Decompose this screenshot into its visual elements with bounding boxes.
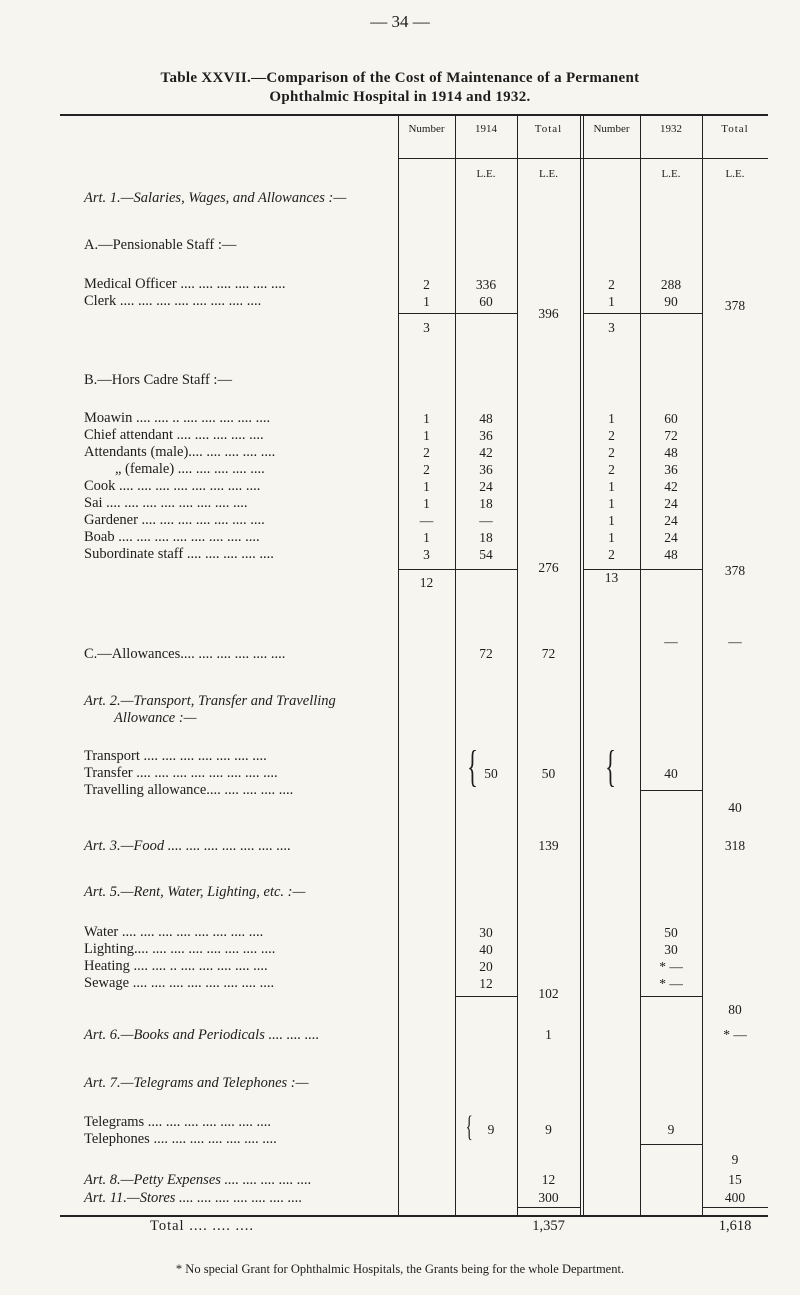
- art7-1914: 9: [487, 1122, 495, 1137]
- art7-total-1914: 9: [545, 1122, 552, 1137]
- brace-1932: {: [605, 742, 616, 791]
- art7-heading: Art. 7.—Telegrams and Telephones :—: [84, 1075, 309, 1091]
- art11-heading: Art. 11.—Stores .... .... .... .... .... .... ....: [84, 1190, 303, 1206]
- grand-total-1914: 1,357: [532, 1218, 565, 1234]
- list-item: Transport .... .... .... .... .... .... ....: [84, 748, 267, 764]
- art5-total-1932: 80: [728, 1002, 742, 1017]
- art8-total-1914: 12: [541, 1172, 556, 1187]
- art1-b-total-1914: 276: [538, 560, 559, 575]
- art3-total-1914: 139: [538, 838, 559, 853]
- art5-total-1914: 102: [538, 986, 559, 1001]
- grand-total-1932: 1,618: [718, 1218, 752, 1234]
- col-total-1914: Total: [534, 123, 563, 135]
- art2-total-1914: 50: [541, 766, 556, 781]
- art6-total-1932: * —: [723, 1027, 747, 1042]
- art11-total-1914: 300: [538, 1190, 559, 1205]
- list-item: Telegrams .... .... .... .... .... .... ....: [84, 1114, 272, 1130]
- table-title: Table XXVII.—Comparison of the Cost of Maintenance of a Permanent: [160, 70, 640, 86]
- brace-1914: {: [465, 1110, 473, 1143]
- art1-c-total-1932: —: [728, 634, 742, 649]
- art2-heading-2: Allowance :—: [114, 710, 197, 726]
- unit-1932: L.E.: [661, 168, 681, 180]
- art1-heading: Art. 1.—Salaries, Wages, and Allowances :—: [84, 190, 347, 206]
- col-number-1914: Number: [408, 123, 445, 135]
- list-item: Travelling allowance.... .... .... .... ....: [84, 782, 294, 798]
- art1-a-count-1932: 3: [608, 320, 615, 335]
- art2-1932: 40: [664, 766, 678, 781]
- col-total-1932: Total: [721, 123, 749, 135]
- art1-c-total-1914: 72: [541, 646, 556, 661]
- art1-b-heading: B.—Hors Cadre Staff :—: [84, 372, 232, 388]
- art1-b-count-1932: 13: [604, 570, 619, 585]
- art1-c-1914: 72: [479, 646, 493, 661]
- art6-heading: Art. 6.—Books and Periodicals .... .... ....: [84, 1027, 320, 1043]
- art1-b-count-1914: 12: [419, 575, 434, 590]
- art1-a-total-1914: 396: [538, 306, 559, 321]
- art8-heading: Art. 8.—Petty Expenses .... .... .... .... ....: [84, 1172, 312, 1188]
- art1-b-total-1932: 378: [724, 563, 746, 578]
- art2-total-1932: 40: [728, 800, 742, 815]
- art1-c-heading: C.—Allowances.... .... .... .... .... ....: [84, 646, 286, 662]
- list-item: Transfer .... .... .... .... .... .... .... ....: [84, 765, 278, 781]
- art1-a-heading: A.—Pensionable Staff :—: [84, 237, 237, 253]
- art1-a-total-1932: 378: [724, 298, 746, 313]
- art1-c-1932: —: [664, 634, 678, 649]
- grand-total-label: Total .... .... ....: [150, 1218, 254, 1234]
- col-year-1932: 1932: [660, 123, 682, 135]
- unit-total-1914: L.E.: [539, 168, 558, 180]
- footnote: * No special Grant for Ophthalmic Hospitals, the Grants being for the whole Department.: [175, 1262, 625, 1276]
- unit-total-1932: L.E.: [725, 168, 745, 180]
- art11-total-1932: 400: [724, 1190, 746, 1205]
- art6-total-1914: 1: [545, 1027, 552, 1042]
- art5-heading: Art. 5.—Rent, Water, Lighting, etc. :—: [84, 884, 306, 900]
- list-item: Telephones .... .... .... .... .... .... ....: [84, 1131, 277, 1147]
- col-number-1932: Number: [593, 123, 630, 135]
- art3-heading: Art. 3.—Food .... .... .... .... .... .... ....: [84, 838, 292, 854]
- table-subtitle: Ophthalmic Hospital in 1914 and 1932.: [269, 89, 531, 105]
- page-number: — 34 —: [370, 12, 430, 31]
- art7-1932: 9: [667, 1122, 675, 1137]
- unit-1914: L.E.: [476, 168, 496, 180]
- art7-total-1932: 9: [731, 1152, 739, 1167]
- art8-total-1932: 15: [728, 1172, 742, 1187]
- col-year-1914: 1914: [475, 123, 497, 135]
- art1-a-count-1914: 3: [423, 320, 430, 335]
- brace-1914: {: [467, 742, 478, 791]
- art3-total-1932: 318: [724, 838, 746, 853]
- art2-heading: Art. 2.—Transport, Transfer and Travelling: [84, 693, 336, 709]
- art2-1914: 50: [484, 766, 498, 781]
